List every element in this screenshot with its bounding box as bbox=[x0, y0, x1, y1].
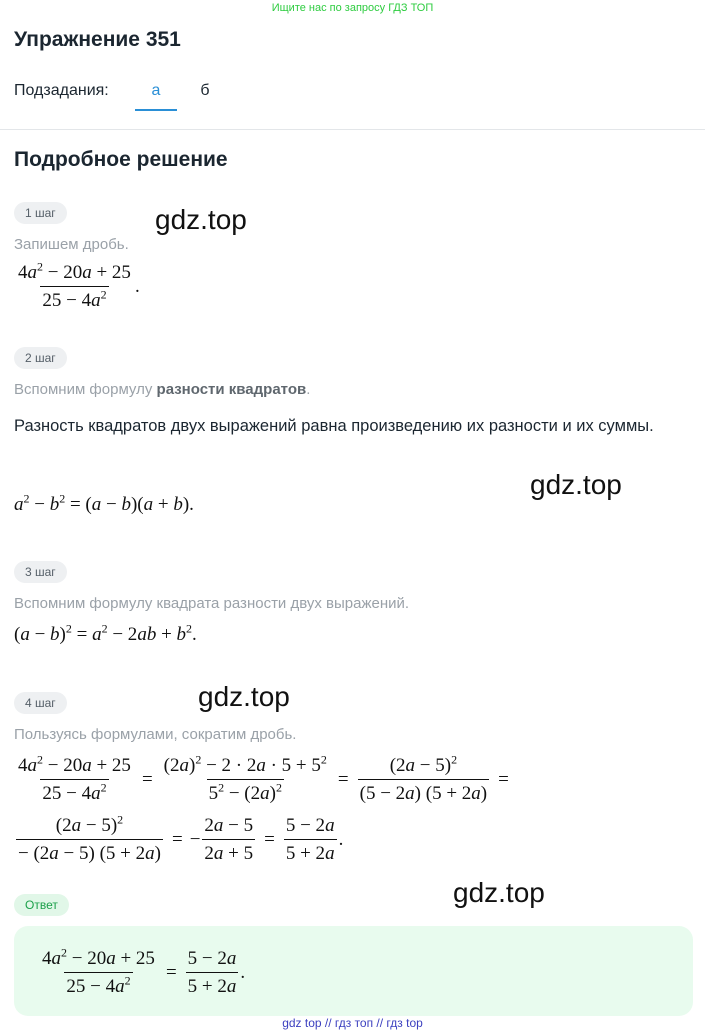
watermark: gdz.top bbox=[198, 681, 290, 712]
divider bbox=[0, 129, 705, 130]
watermark: gdz.top bbox=[453, 877, 545, 908]
answer-formula: $\frac{4a^2 - 20a + 25}{25 - 4a^2}$ = $\frac{5 - 2a}{5 + 2a}$ . bbox=[42, 945, 246, 997]
step-hint-4: Пользуясь формулами, сократим дробь. bbox=[14, 726, 297, 743]
tab-subtask-a[interactable]: а bbox=[135, 82, 177, 111]
top-banner-note[interactable]: Ищите нас по запросу ГДЗ ТОП bbox=[271, 2, 434, 14]
step-3-formula: $(a - b)^2 = a^2 - 2ab + b^2$. bbox=[14, 621, 197, 645]
tab-subtask-b[interactable]: б bbox=[200, 82, 210, 99]
step-hint-2-bold: разности квадратов bbox=[156, 381, 307, 398]
watermark: gdz.top bbox=[155, 204, 247, 235]
solution-heading: Подробное решение bbox=[14, 148, 228, 171]
step-hint-2 bbox=[14, 381, 310, 398]
page-title: Упражнение 351 bbox=[14, 28, 181, 51]
step-badge-4: 4 шаг bbox=[14, 692, 67, 714]
step-2-formula: $a^2 - b^2 = (a - b)(a + b)$. bbox=[14, 491, 194, 515]
answer-badge: Ответ bbox=[14, 894, 69, 916]
step-badge-2: 2 шаг bbox=[14, 347, 67, 369]
subtasks-label: Подзадания: bbox=[14, 82, 109, 99]
step-4-formula-line-1: $\frac{4a^2 - 20a + 25}{25 - 4a^2}$ = $\frac{(2a)^2 - 2 \cdot 2a \cdot 5 + 5^2}{5^2 - (2a)^2}$ = $\frac{(2a - 5)^2}{(5 - 2a) (5 + 2a)}$ = bbox=[18, 752, 509, 804]
step-badge-3: 3 шаг bbox=[14, 561, 67, 583]
step-badge-1: 1 шаг bbox=[14, 202, 67, 224]
step-hint-2-suffix: . bbox=[306, 381, 311, 398]
step-hint-3: Вспомним формулу квадрата разности двух выражений. bbox=[14, 595, 410, 612]
step-hint-2-prefix: Вспомним формулу bbox=[14, 381, 157, 398]
step-4-formula-line-2: $\frac{(2a - 5)^2}{- (2a - 5) (5 + 2a)}$ = − $\frac{2a - 5}{2a + 5}$ = $\frac{5 - 2a}{5 + 2a}$ . bbox=[18, 812, 344, 864]
step-1-formula: $\frac{4a^2 - 20a + 25}{25 - 4a^2}$ . bbox=[18, 259, 140, 311]
step-2-text: Разность квадратов двух выражений равна произведению их разности и их суммы. bbox=[14, 417, 654, 435]
step-hint-1: Запишем дробь. bbox=[14, 236, 129, 253]
watermark: gdz.top bbox=[530, 469, 622, 500]
footer-links[interactable]: gdz top // гдз топ // гдз top bbox=[282, 1016, 423, 1030]
